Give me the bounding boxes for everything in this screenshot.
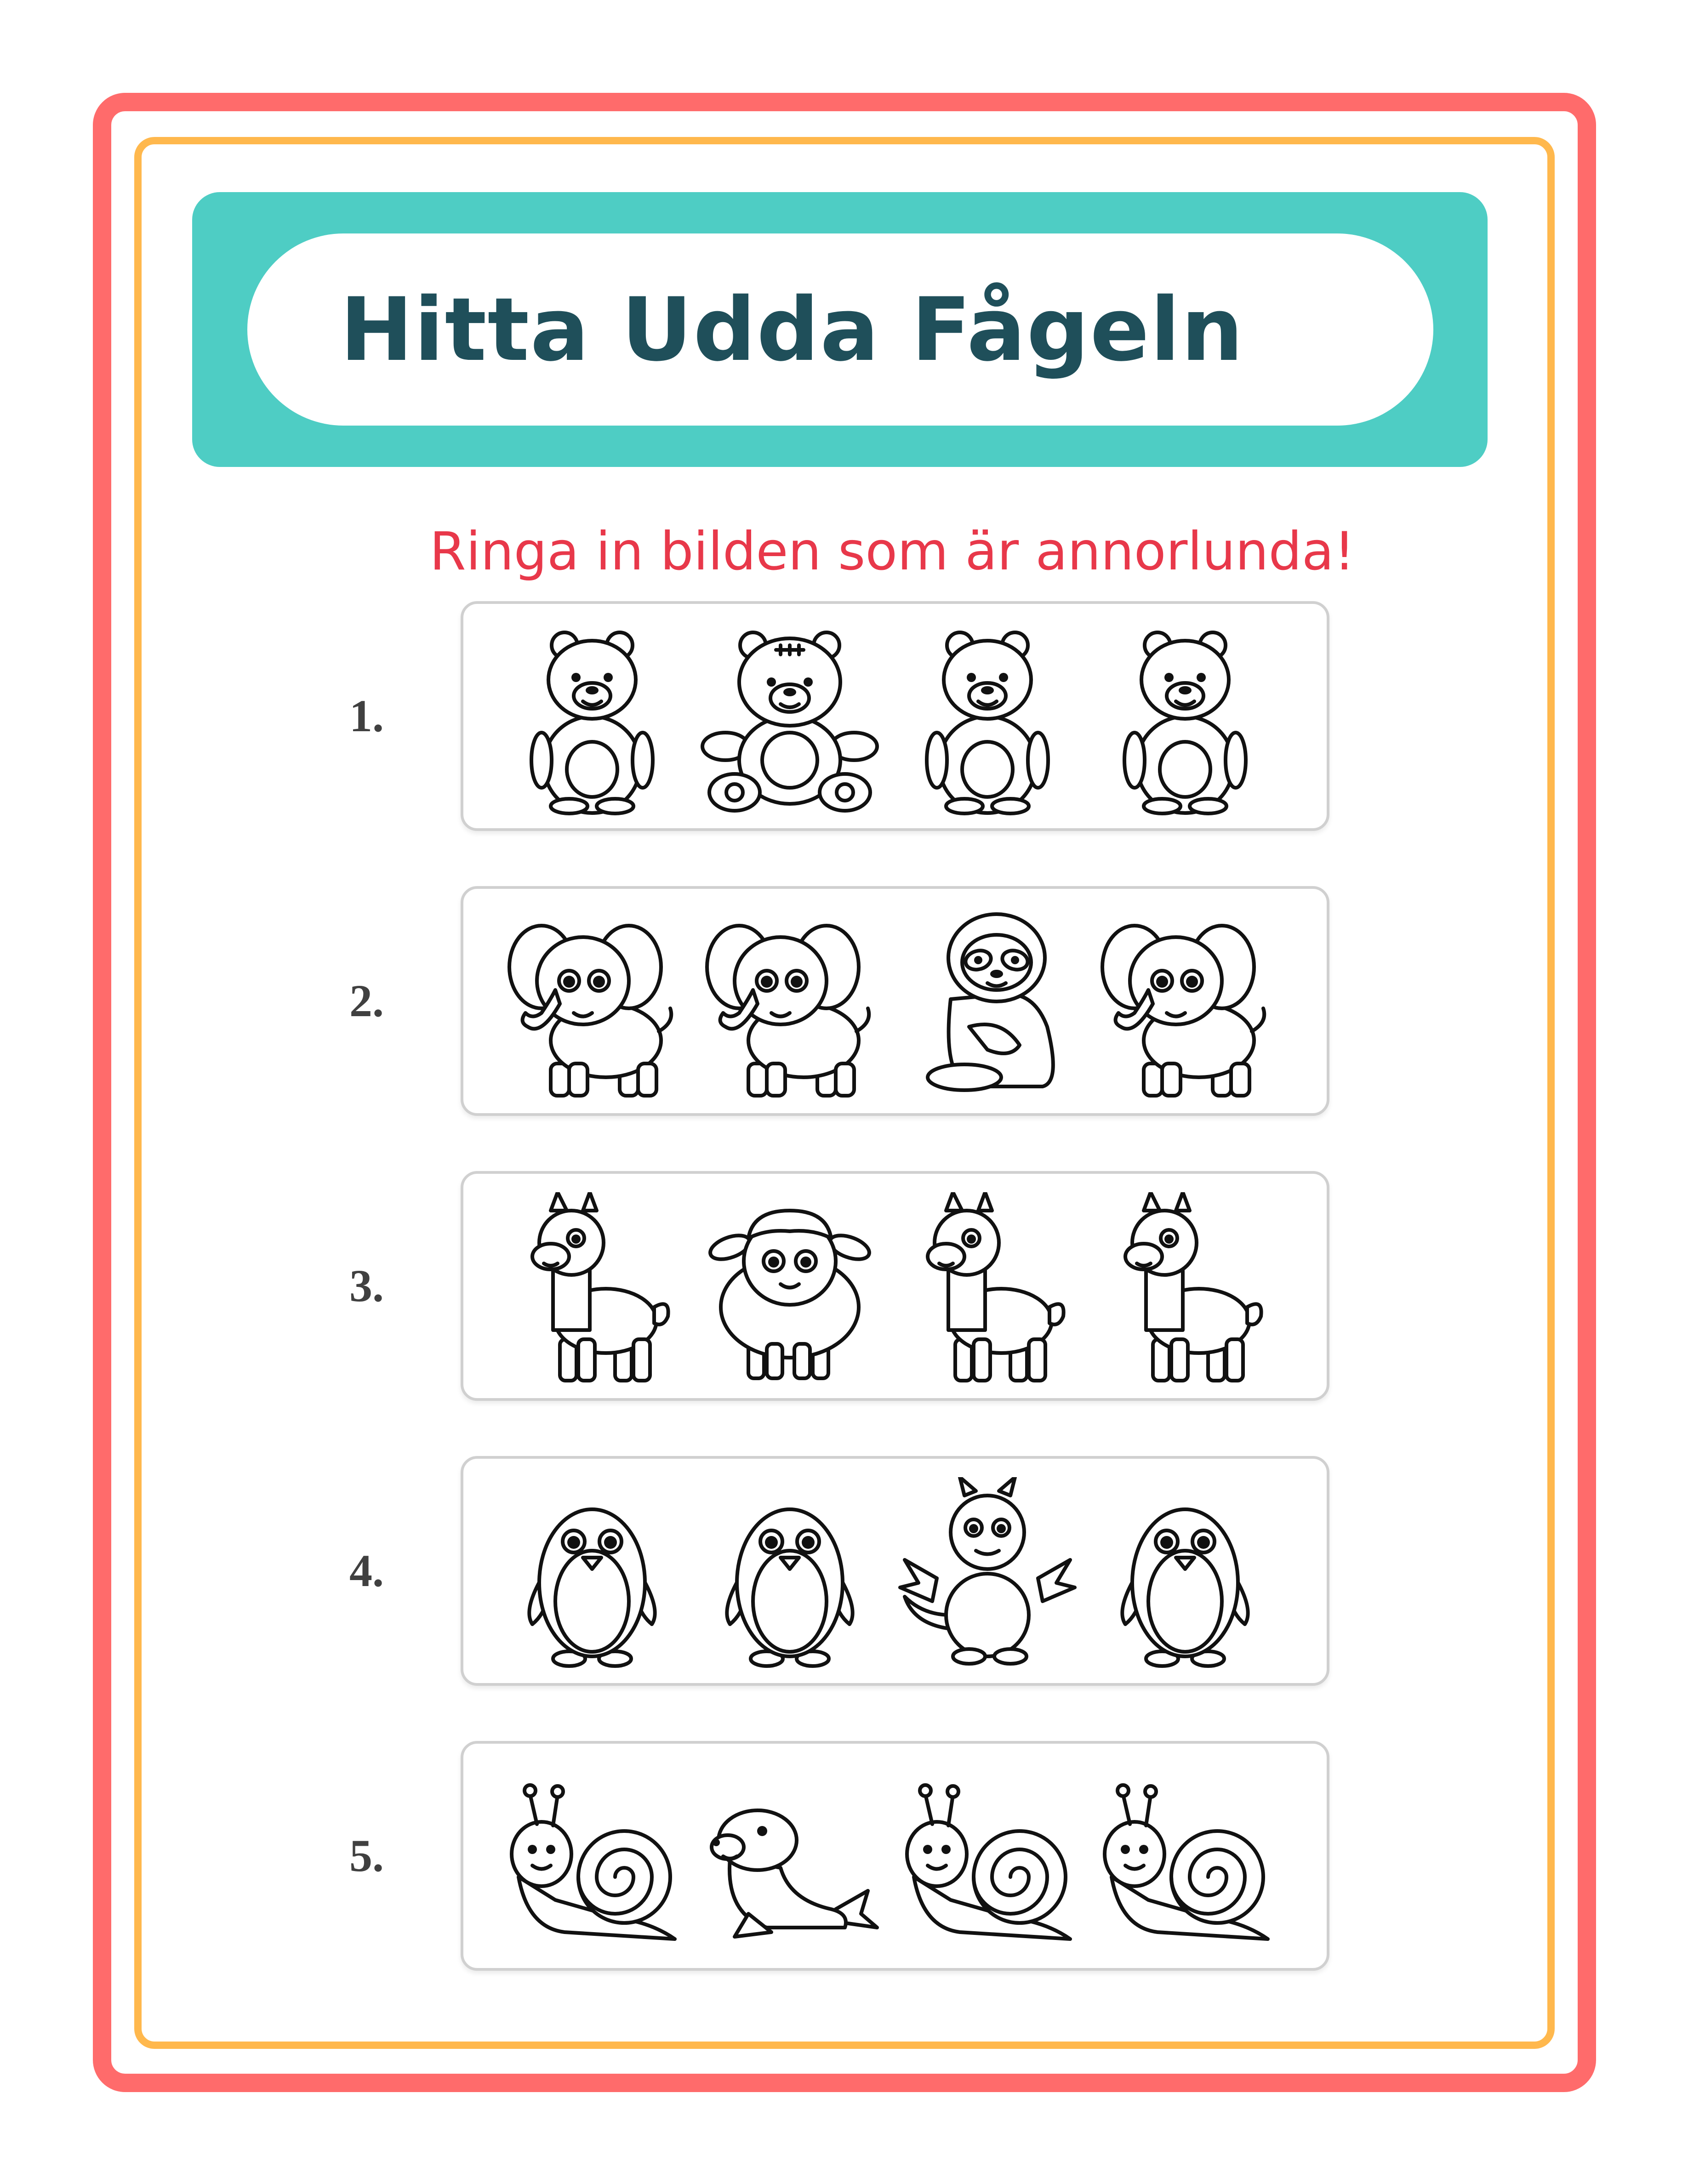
image-box [461,1741,1329,1971]
snail-icon[interactable] [1093,1762,1277,1955]
snail-icon[interactable] [500,1762,684,1955]
row-number: 2. [349,975,384,1026]
image-box [461,1456,1329,1686]
row-number: 4. [349,1545,384,1596]
title-banner [192,192,1488,467]
seal-icon[interactable] [698,1762,882,1955]
elephant-icon[interactable] [1093,907,1277,1100]
row-number: 5. [349,1830,384,1881]
sheep-icon[interactable] [698,1192,882,1385]
puzzle-row-5 [0,1741,1688,1971]
row-number: 3. [349,1260,384,1311]
row-number: 1. [349,690,384,741]
llama-icon[interactable] [895,1192,1079,1385]
elephant-icon[interactable] [500,907,684,1100]
teddy-bear-icon[interactable] [698,622,882,815]
page-title: Hitta Udda Fågeln [340,279,1244,381]
bear-icon[interactable] [500,622,684,815]
instruction-text: Ringa in bilden som är annorlunda! [429,521,1355,582]
dragon-icon[interactable] [895,1477,1079,1670]
llama-icon[interactable] [500,1192,684,1385]
bear-icon[interactable] [1093,622,1277,815]
puzzle-row-2 [0,886,1688,1116]
title-pill [247,233,1433,426]
puzzle-row-3 [0,1171,1688,1401]
puzzle-row-4 [0,1456,1688,1686]
image-box [461,886,1329,1116]
puzzle-row-1 [0,601,1688,831]
snail-icon[interactable] [895,1762,1079,1955]
image-box [461,1171,1329,1401]
penguin-icon[interactable] [698,1477,882,1670]
sloth-icon[interactable] [895,907,1079,1100]
llama-icon[interactable] [1093,1192,1277,1385]
image-box [461,601,1329,831]
penguin-icon[interactable] [500,1477,684,1670]
bear-icon[interactable] [895,622,1079,815]
elephant-icon[interactable] [698,907,882,1100]
penguin-icon[interactable] [1093,1477,1277,1670]
